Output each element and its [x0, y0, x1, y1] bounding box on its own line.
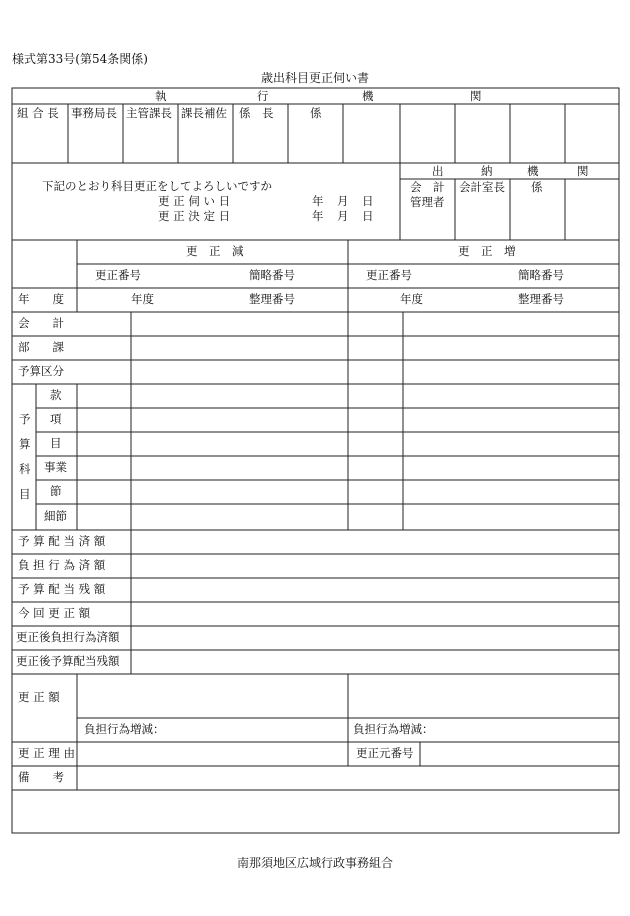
exec-org-char-3: 機 [362, 89, 374, 103]
budget-subject-char-2: 算 [19, 437, 31, 451]
increase-commitment-change: 負担行為増減： [353, 722, 434, 736]
subject-kan: 款 [50, 388, 62, 402]
exec-org-char-2: 行 [257, 89, 269, 103]
subject-setsu: 節 [50, 484, 62, 498]
subject-kou: 項 [50, 412, 62, 426]
request-text: 下記のとおり科目更正をしてよろしいですか [42, 179, 272, 193]
budget-subject-char-3: 科 [19, 462, 31, 476]
reason-label: 更 正 理 由 [18, 746, 75, 760]
treasury-staff: 係 [531, 180, 543, 194]
decrease-header: 更 正 減 [186, 244, 244, 258]
this-correction-label: 今 回 更 正 額 [18, 606, 91, 620]
post-committed-label: 更正後負担行為済額 [16, 630, 120, 644]
approver-secretariat-head: 事務局長 [71, 106, 117, 120]
decrease-correction-no: 更正番号 [95, 268, 141, 282]
kaikei-row-label: 会 計 [18, 316, 64, 330]
decision-month: 月 [337, 209, 349, 223]
decrease-short-no: 簡略番号 [249, 268, 295, 282]
decision-year: 年 [312, 209, 324, 223]
budget-subject-char-1: 予 [19, 412, 31, 426]
allocated-label: 予 算 配 当 済 額 [18, 534, 106, 548]
approver-unit-chief: 係 長 [239, 106, 274, 120]
budget-category-label: 予算区分 [18, 364, 64, 378]
form-title: 歳出科目更正伺い書 [260, 71, 369, 85]
manager-label: 管理者 [410, 195, 445, 209]
allocated-balance-label: 予 算 配 当 残 額 [18, 582, 106, 596]
nendo-row-label: 年 度 [18, 292, 64, 306]
increase-short-no: 簡略番号 [518, 268, 564, 282]
form-number: 様式第33号(第54条関係) [12, 52, 148, 66]
approver-section-chief: 主管課長 [126, 106, 172, 120]
increase-header: 更 正 増 [458, 244, 516, 258]
post-balance-label: 更正後予算配当残額 [16, 654, 120, 668]
increase-seiri-no: 整理番号 [518, 292, 564, 306]
decrease-nendo: 年度 [131, 292, 154, 306]
remarks-label: 備 考 [18, 770, 64, 784]
decrease-seiri-no: 整理番号 [249, 292, 295, 306]
treasury-org-char-2: 納 [481, 164, 493, 178]
origin-no-label: 更正元番号 [356, 746, 414, 760]
subject-jigyo: 事業 [44, 460, 67, 474]
request-year: 年 [312, 194, 324, 208]
decrease-commitment-change: 負担行為増減： [84, 722, 165, 736]
treasury-org-char-3: 機 [527, 164, 539, 178]
footer-organization: 南那須地区広域行政事務組合 [236, 856, 393, 870]
subject-moku: 目 [50, 436, 62, 450]
request-day: 日 [362, 194, 374, 208]
decision-day: 日 [362, 209, 374, 223]
committed-label: 負 担 行 為 済 額 [18, 558, 106, 572]
approver-union-head: 組 合 長 [17, 106, 59, 120]
subject-saisetsu: 細節 [44, 509, 67, 523]
increase-correction-no: 更正番号 [366, 268, 412, 282]
accounting-office-head: 会計室長 [459, 180, 505, 194]
budget-subject-char-4: 目 [19, 487, 31, 501]
accounting-label: 会 計 [410, 180, 445, 194]
request-month: 月 [337, 194, 349, 208]
buka-row-label: 部 課 [18, 340, 64, 354]
approver-deputy-chief: 課長補佐 [181, 106, 227, 120]
exec-org-char-4: 関 [470, 89, 482, 103]
correction-amount-label: 更 正 額 [18, 690, 60, 704]
exec-org-char-1: 執 [155, 89, 167, 103]
treasury-org-char-1: 出 [432, 164, 444, 178]
approver-staff: 係 [310, 106, 322, 120]
request-date-label: 更 正 伺 い 日 [158, 194, 231, 208]
increase-nendo: 年度 [400, 292, 423, 306]
treasury-org-char-4: 関 [577, 164, 589, 178]
decision-date-label: 更 正 決 定 日 [158, 209, 231, 223]
